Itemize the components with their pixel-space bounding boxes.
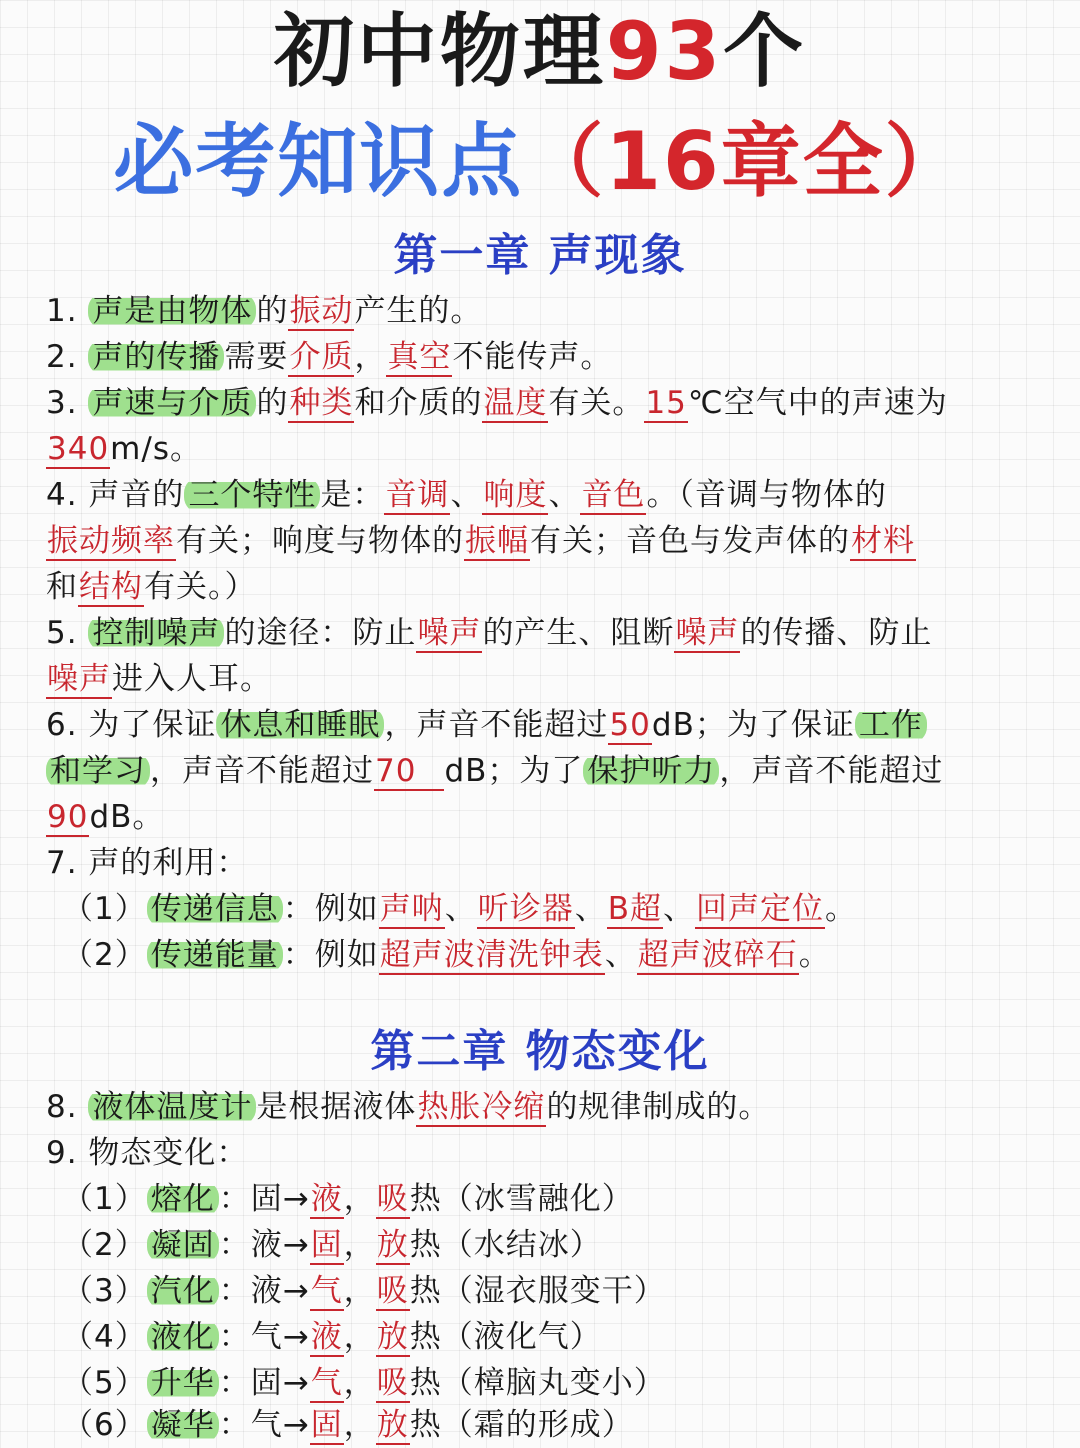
point-2: 2. 声的传播 需要介质，真空不能传声。 (46, 339, 613, 375)
state-change-row: （5） 升华 ：固→气，吸热（樟脑丸变小） (62, 1365, 666, 1401)
point-5-cont: 噪声进入人耳。 (47, 661, 272, 697)
point-8: 8. 液体温度计 是根据液体热胀冷缩的规律制成的。 (46, 1089, 771, 1125)
title-text: 初中物理 (273, 5, 606, 98)
point-7-2: （2） 传递能量 ：例如超声波清洗钟表、超声波碎石。 (62, 937, 831, 973)
point-1: 1. 声是由物体 的振动产生的。 (46, 293, 483, 329)
point-3: 3. 声速与介质 的种类和介质的温度有关。15℃空气中的声速为 (46, 385, 948, 421)
state-change-row: （4） 液化 ：气→液，放热（液化气） (62, 1319, 602, 1355)
title-number: 93 (605, 5, 724, 98)
subtitle-chapters: （16章全） (523, 115, 967, 208)
point-4: 4. 声音的 三个特性 是：音调、响度、音色。（音调与物体的 (46, 477, 887, 513)
chapter-1-heading: 第一章 声现象 (393, 230, 687, 281)
state-change-row: （3） 汽化 ：液→气，吸热（湿衣服变干） (62, 1273, 666, 1309)
page-subtitle (0, 112, 1080, 212)
chapter-2-heading: 第二章 物态变化 (370, 1026, 710, 1077)
point-4-cont2: 和结构有关。） (46, 569, 257, 605)
state-change-row: （6） 凝华 ：气→固，放热（霜的形成） (62, 1407, 634, 1443)
subtitle-text: 必考知识点 (113, 115, 524, 208)
point-4-cont: 振动频率有关；响度与物体的振幅有关；音色与发声体的材料 (47, 523, 915, 559)
title-unit: 个 (723, 5, 807, 98)
point-7: 7. 声的利用： (46, 845, 249, 881)
point-9: 9. 物态变化： (46, 1135, 249, 1171)
point-6-cont2: 90dB。 (47, 799, 165, 835)
point-6-cont: 和学习 ，声音不能超过70 dB；为了 保护听力 ，声音不能超过 (46, 748, 1056, 794)
point-6: 6. 为了保证 休息和睡眠 ，声音不能超过50dB；为了保证 工作 (46, 702, 1056, 748)
point-7-1: （1） 传递信息 ：例如声呐、听诊器、B超、回声定位。 (62, 891, 858, 927)
state-change-row: （2） 凝固 ：液→固，放热（水结冰） (62, 1227, 602, 1263)
point-5: 5. 控制噪声 的途径：防止噪声的产生、阻断噪声的传播、防止 (46, 615, 933, 651)
state-change-row: （1） 熔化 ：固→液，吸热（冰雪融化） (62, 1181, 634, 1217)
page-title (0, 2, 1080, 102)
point-3-cont: 340m/s。 (47, 431, 202, 467)
